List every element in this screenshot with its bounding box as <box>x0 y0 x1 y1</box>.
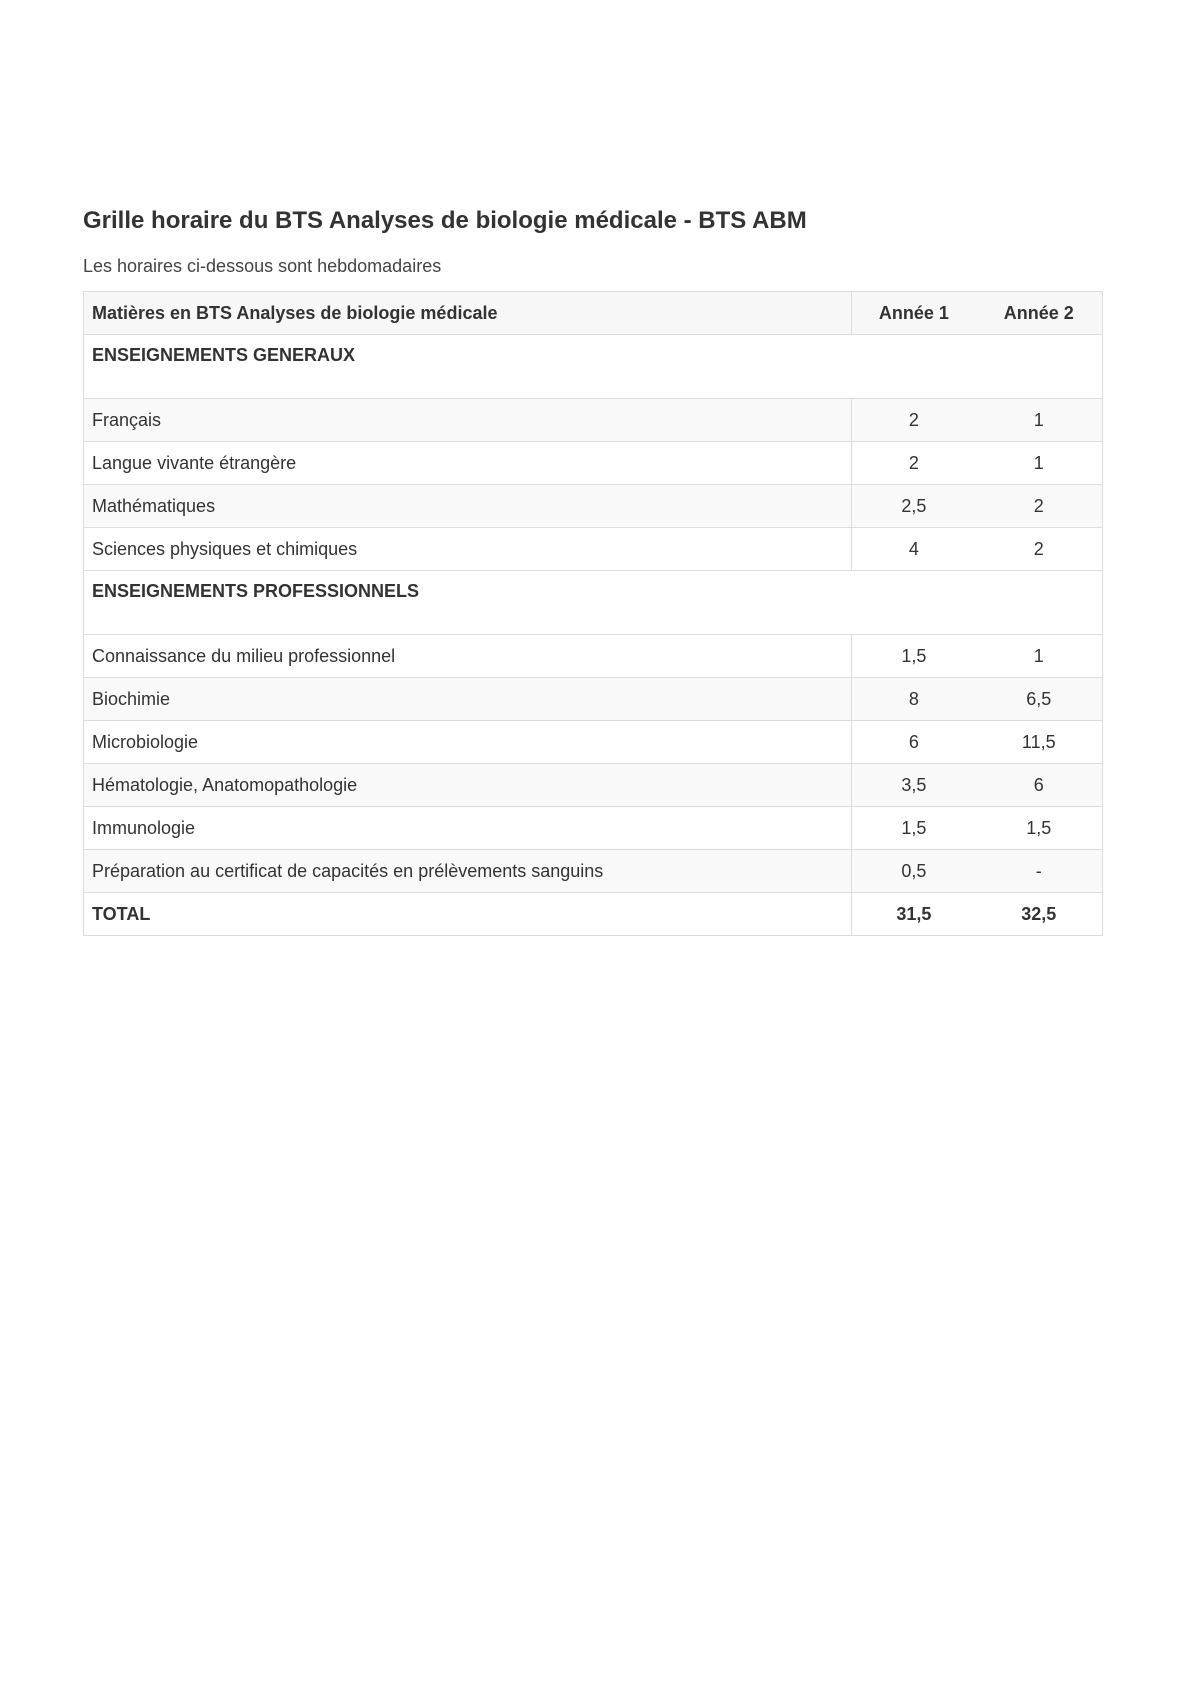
table-row <box>84 850 1103 893</box>
year2-cell: 11,5 <box>976 721 1103 764</box>
subject-cell: Mathématiques <box>84 485 852 528</box>
subject-cell: Microbiologie <box>84 721 852 764</box>
year2-cell: 1 <box>976 399 1103 442</box>
page-title: Grille horaire du BTS Analyses de biologie médicale - BTS ABM <box>83 207 807 234</box>
subtitle: Les horaires ci-dessous sont hebdomadaires <box>83 256 442 276</box>
subject-cell: Connaissance du milieu professionnel <box>84 635 852 678</box>
header-year2: Année 2 <box>976 292 1103 335</box>
section-general-row <box>84 335 1103 399</box>
table-row <box>84 678 1103 721</box>
table-row <box>84 485 1103 528</box>
year1-cell: 8 <box>852 678 976 721</box>
table-row <box>84 399 1103 442</box>
year1-cell: 4 <box>852 528 976 571</box>
year1-cell: 6 <box>852 721 976 764</box>
subject-cell: Langue vivante étrangère <box>84 442 852 485</box>
header-subject: Matières en BTS Analyses de biologie médicale <box>84 292 852 335</box>
table-row <box>84 635 1103 678</box>
subject-cell: Biochimie <box>84 678 852 721</box>
year2-cell: 6 <box>976 764 1103 807</box>
table-row <box>84 528 1103 571</box>
subject-cell: Préparation au certificat de capacités en prélèvements sanguins <box>84 850 852 893</box>
subject-cell: Immunologie <box>84 807 852 850</box>
year2-cell: 6,5 <box>976 678 1103 721</box>
document-content <box>83 205 1103 936</box>
table-header-row <box>84 292 1103 335</box>
total-year1: 31,5 <box>852 893 976 936</box>
subject-cell: Hématologie, Anatomopathologie <box>84 764 852 807</box>
section-professional-row <box>84 571 1103 635</box>
year1-cell: 2 <box>852 399 976 442</box>
year2-cell: 1 <box>976 635 1103 678</box>
total-year2: 32,5 <box>976 893 1103 936</box>
year2-cell: - <box>976 850 1103 893</box>
year1-cell: 3,5 <box>852 764 976 807</box>
year1-cell: 2,5 <box>852 485 976 528</box>
section-general-label: ENSEIGNEMENTS GENERAUX <box>84 335 1103 399</box>
table-row <box>84 807 1103 850</box>
year1-cell: 0,5 <box>852 850 976 893</box>
schedule-table <box>83 291 1103 936</box>
year2-cell: 1,5 <box>976 807 1103 850</box>
section-professional-label: ENSEIGNEMENTS PROFESSIONNELS <box>84 571 1103 635</box>
table-row <box>84 764 1103 807</box>
year1-cell: 2 <box>852 442 976 485</box>
table-row <box>84 721 1103 764</box>
year1-cell: 1,5 <box>852 807 976 850</box>
year2-cell: 2 <box>976 528 1103 571</box>
year2-cell: 2 <box>976 485 1103 528</box>
year1-cell: 1,5 <box>852 635 976 678</box>
subject-cell: Sciences physiques et chimiques <box>84 528 852 571</box>
table-row <box>84 442 1103 485</box>
total-label: TOTAL <box>84 893 852 936</box>
total-row <box>84 893 1103 936</box>
year2-cell: 1 <box>976 442 1103 485</box>
header-year1: Année 1 <box>852 292 976 335</box>
subject-cell: Français <box>84 399 852 442</box>
